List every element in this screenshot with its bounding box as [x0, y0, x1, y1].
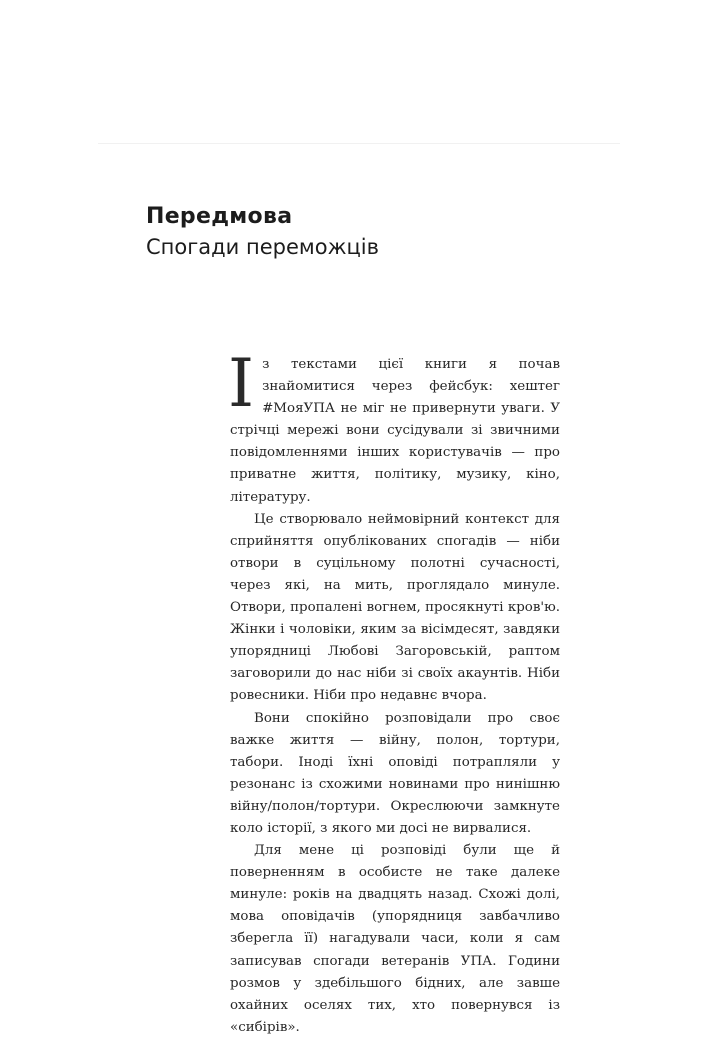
paragraph-text: з текстами цієї книги я почав знайомитися через фейсбук: хештег #МояУПА не міг не привернути уваги. У стрічці мережі вони сусідували зі звичними повідомленнями інших користувачів — про приватне життя, політику, музику, кіно, літературу. [230, 357, 560, 505]
chapter-title: Передмова [146, 204, 293, 229]
paragraph: Це створювало неймовірний контекст для сприйняття опублікованих спогадів — ніби отвори в суцільному полотні сучасності, через які, на мить, проглядало минуле. Отвори, пропалені вогнем, просякнуті кров'ю. Жінки і чоловіки, яким за вісімдесят, завдяки упорядниці Любові Загоровській, раптом заговорили до нас ніби зі своїх акаунтів. Ніби ровесники. Ніби про недавнє вчора. [230, 511, 560, 704]
paragraph: Для мене ці розповіді були ще й поверненням в особисте не таке далеке минуле: років на двадцять назад. Схожі долі, мова оповідачів (упорядниця завбачливо зберегла її) нагадували часи, коли я сам записував спогади ветеранів УПА. Години розмов у здебільшого бідних, але завше охайних оселях тих, хто повернувся із «сибірів». [230, 843, 560, 1035]
chapter-body [228, 345, 560, 1039]
paragraph [228, 345, 560, 509]
paragraph: Вони спокійно розповідали про своє важке життя — війну, полон, тортури, табори. Іноді їхні оповіді потрапляли у резонанс із схожими новинами про нинішню війну/полон/тортури. Окреслюючи замкнуте коло історії, з якого ми досі не вирвалися. [230, 710, 560, 836]
drop-cap: І [228, 345, 255, 422]
top-divider [98, 143, 620, 144]
chapter-heading [146, 202, 566, 262]
chapter-subtitle: Спогади переможців [146, 235, 379, 259]
